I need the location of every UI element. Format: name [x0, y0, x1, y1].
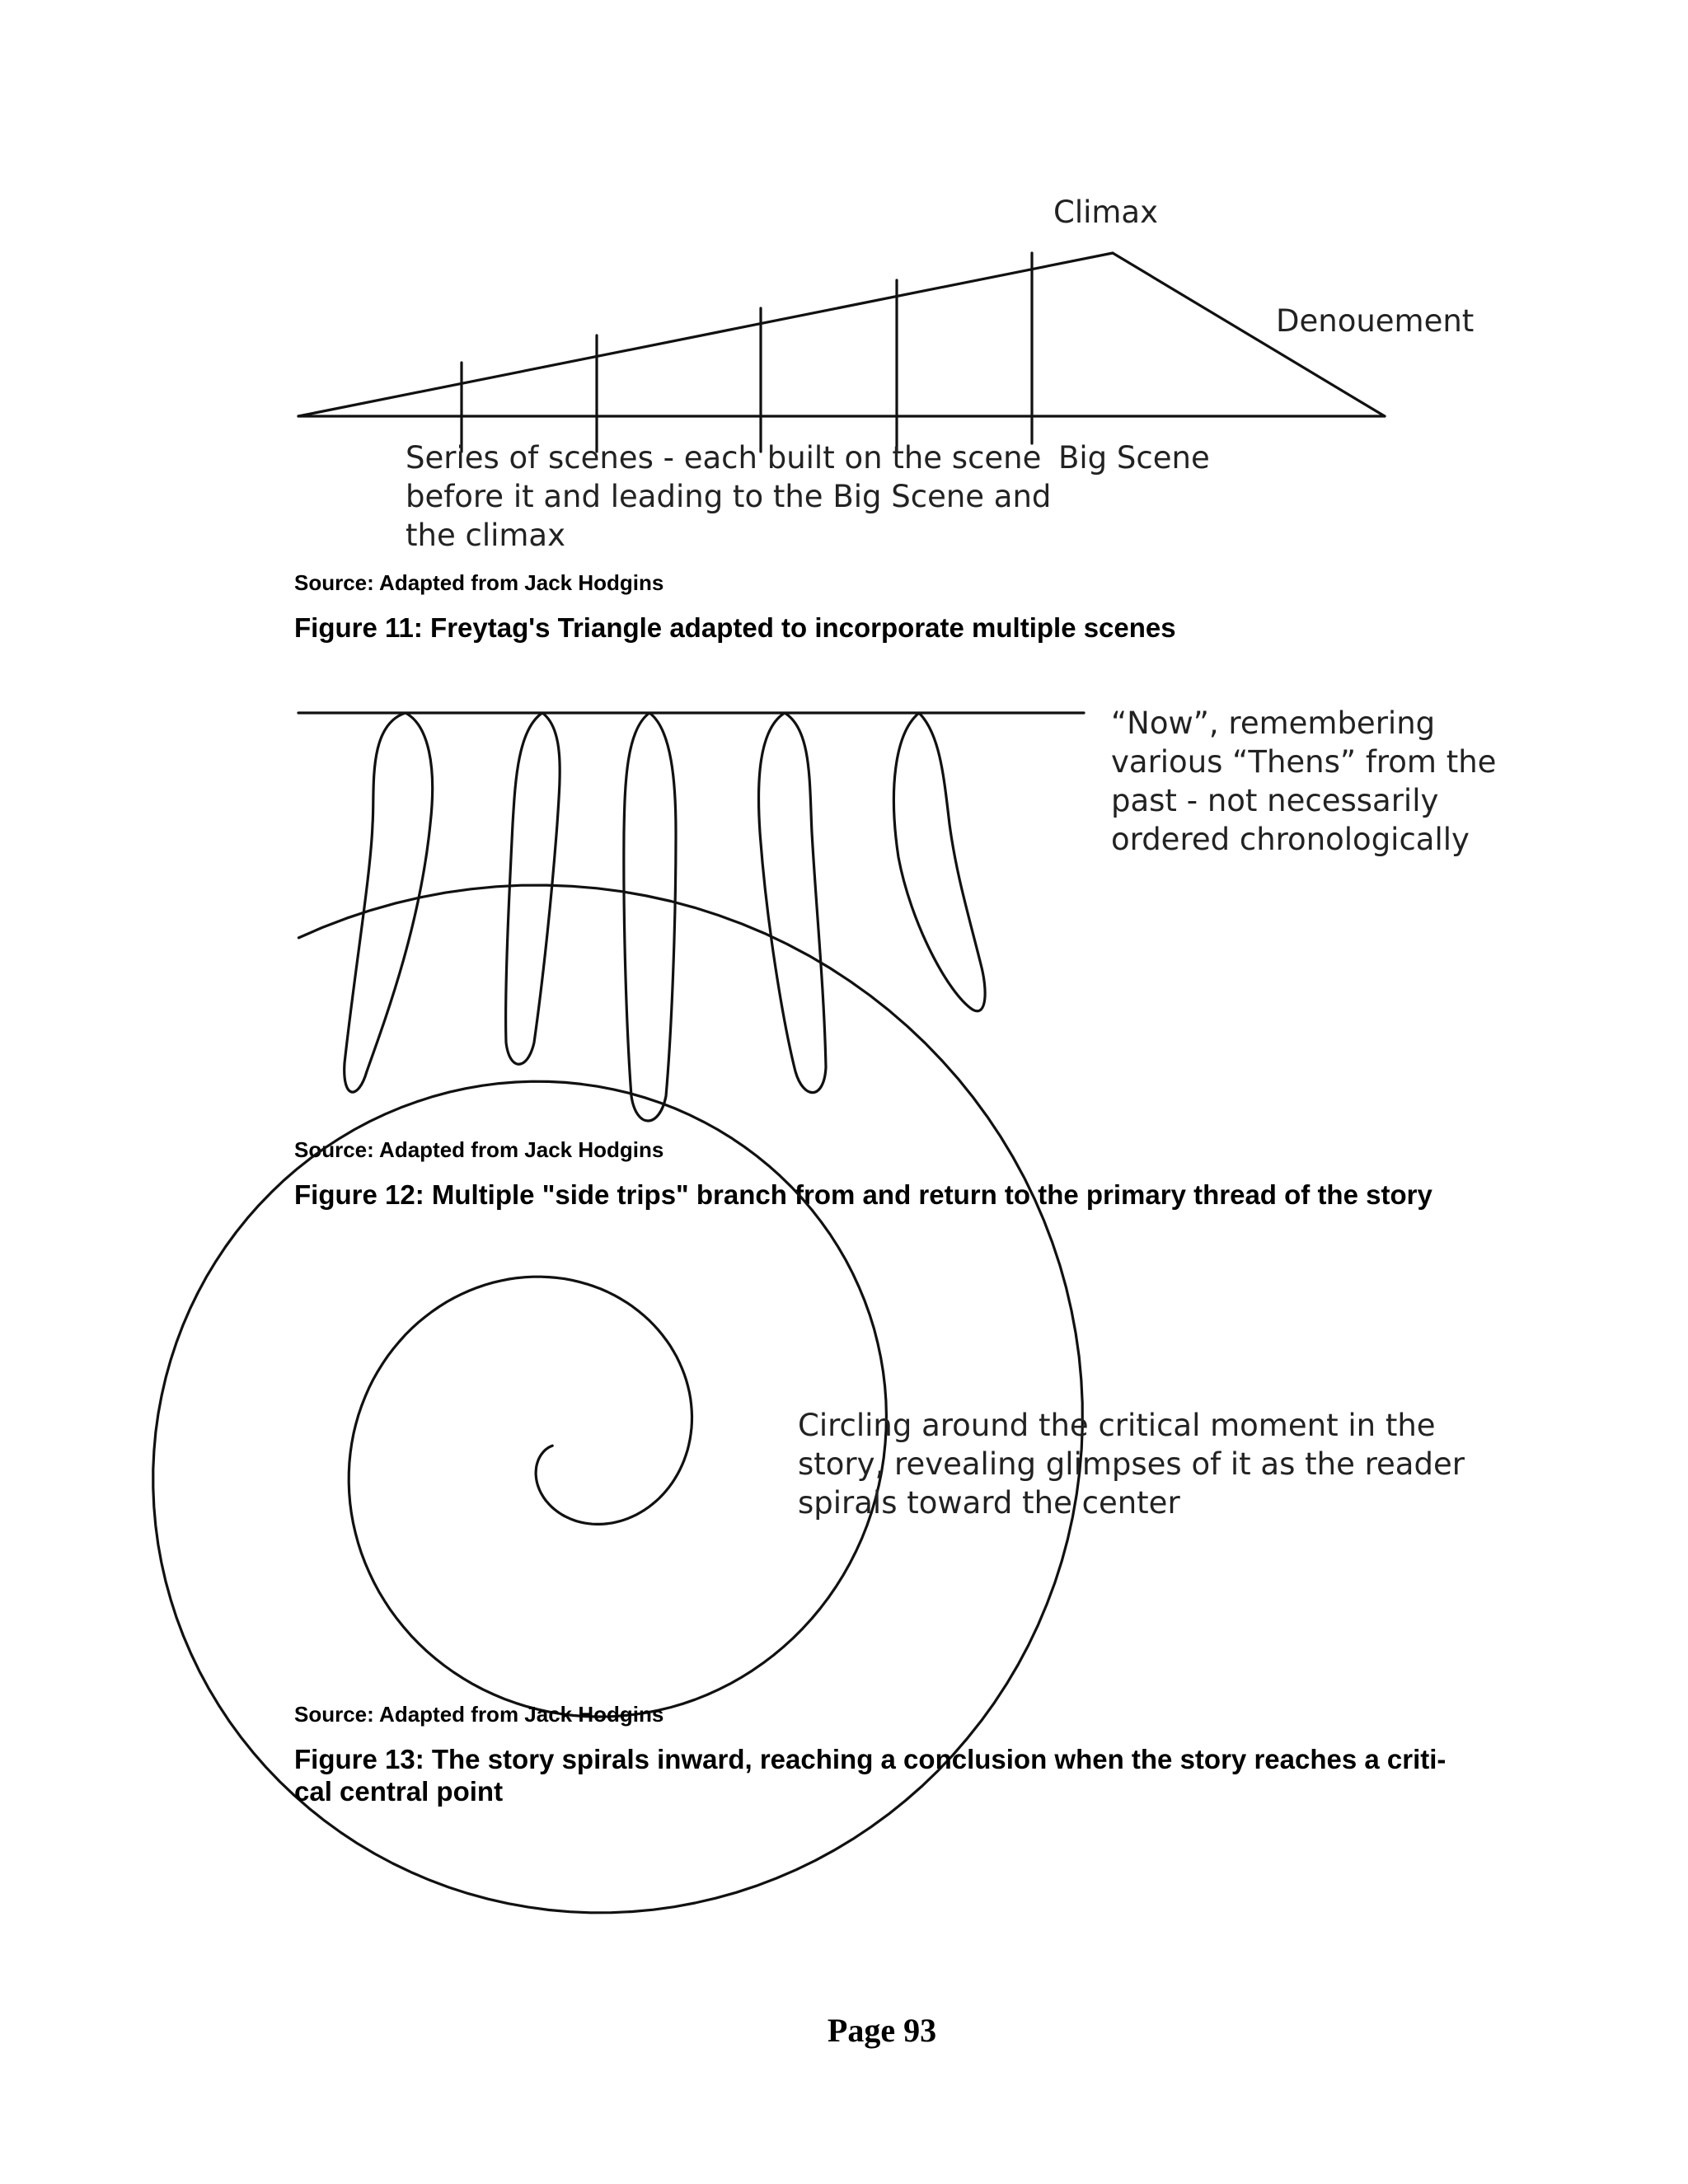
figure-11-source: Source: Adapted from Jack Hodgins [294, 570, 664, 595]
climax-label: Climax [1053, 194, 1159, 230]
figure-13-source: Source: Adapted from Jack Hodgins [294, 1702, 664, 1727]
spiral-label-line-2: story, revealing glimpses of it as the reader [798, 1446, 1465, 1482]
big-scene-label: Big Scene [1058, 440, 1210, 476]
now-label-line-4: ordered chronologically [1111, 822, 1470, 857]
page-number: Page 93 [827, 2012, 937, 2049]
now-label-line-3: past - not necessarily [1111, 783, 1439, 818]
figure-12-caption: Figure 12: Multiple "side trips" branch from and return to the primary thread of the story [294, 1179, 1432, 1210]
series-label-line-1: Series of scenes - each built on the scene [406, 440, 1042, 476]
series-label-line-3: the climax [406, 518, 565, 553]
now-label-line-2: various “Thens” from the [1111, 744, 1497, 780]
now-label-line-1: “Now”, remembering [1111, 705, 1436, 741]
series-label-line-2: before it and leading to the Big Scene and [406, 479, 1052, 514]
figure-12-source: Source: Adapted from Jack Hodgins [294, 1137, 664, 1162]
spiral-label-line-3: spirals toward the center [798, 1485, 1180, 1521]
denouement-label: Denouement [1276, 303, 1475, 339]
spiral-label-line-1: Circling around the critical moment in the [798, 1408, 1436, 1443]
figure-13-caption: Figure 13: The story spirals inward, reaching a conclusion when the story reaches a criti- cal central point [294, 1744, 1447, 1807]
figure-11-caption: Figure 11: Freytag's Triangle adapted to incorporate multiple scenes [294, 612, 1176, 643]
